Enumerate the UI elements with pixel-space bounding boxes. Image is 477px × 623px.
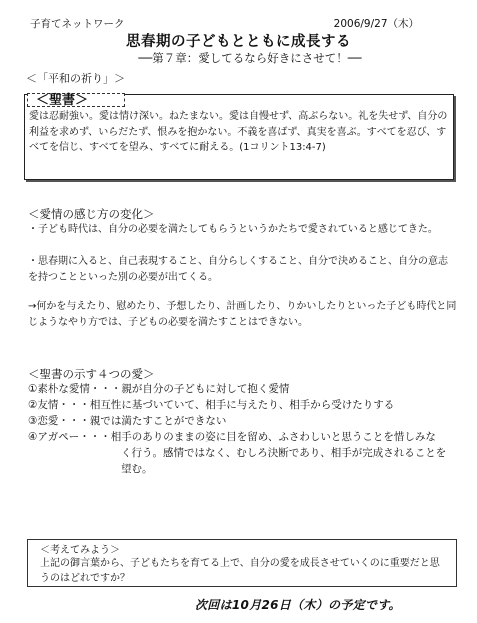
affection-heading: ＜愛情の感じ方の変化＞ <box>28 207 155 221</box>
scripture-box <box>24 94 454 180</box>
love-item-continuation: く行う。感情ではなく、むしろ決断であり、相手が完成されることを望む。 <box>121 447 447 475</box>
four-loves-heading: ＜聖書の示す４つの愛＞ <box>28 367 155 381</box>
organization-name: 子育てネットワーク <box>30 18 125 30</box>
affection-point: ・思春期に入ると、自己表現すること、自分らしくすること、自分で決めること、自分の意志を持つことといった別の必要が出てくる。 <box>28 256 448 283</box>
prayer-heading: ＜「平和の祈り」＞ <box>26 72 125 85</box>
chapter-subtitle: ──第７章：愛してるなら好きにさせて！── <box>138 51 362 65</box>
think-box <box>27 539 457 587</box>
love-item: ④アガペー・・・相手のありのままの姿に目を留め、ふさわしいと思うことを惜しみな <box>28 431 436 443</box>
think-heading: ＜考えてみよう＞ <box>40 545 120 556</box>
page-title: 思春期の子どもとともに成長する <box>126 34 351 50</box>
scripture-text: 愛は忍耐強い。愛は情け深い。ねたまない。愛は自慢せず、高ぶらない。礼を失せず、自分の利益を求めず、いらだたず、恨みを抱かない。不義を喜ばず、真実を喜ぶ。すべてを忍び、すべてを信じ、すべてを望み、すべてに耐える。(1コリント13:4-7) <box>29 111 448 153</box>
scripture-heading: ＜聖書＞ <box>27 93 125 107</box>
date: 2006/9/27（木） <box>333 18 419 30</box>
affection-point: ・子ども時代は、自分の必要を満たしてもらうというかたちで愛されていると感じてきた。 <box>28 224 438 235</box>
love-item: ③恋愛・・・親では満たすことができない <box>28 415 227 427</box>
think-question: 上記の御言葉から、子どもたちを育てる上で、自分の愛を成長させていくのに重要だと思うのはどれですか？ <box>40 558 440 584</box>
next-session-note: 次回は10月26日（木）の予定です。 <box>195 598 401 612</box>
affection-conclusion: →何かを与えたり、慰めたり、予想したり、計画したり、りかいしたりといった子ども時代と同じようなやり方では、子どもの必要を満たすことはできない。 <box>28 301 457 328</box>
love-item: ①素朴な愛情・・・親が自分の子どもに対して抱く愛情 <box>28 383 290 395</box>
love-item: ②友情・・・相互性に基づいていて、相手に与えたり、相手から受けたりする <box>28 399 395 411</box>
